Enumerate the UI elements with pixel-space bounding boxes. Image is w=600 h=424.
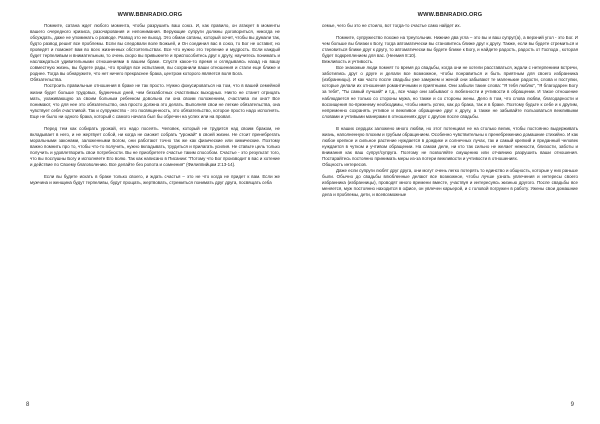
paragraph: Построить правильные отношения в браке не так просто. Нужно фокусироваться на том, что в вашей семейной жизни будет больше трудовых, будничных дней, чем беззаботных счастливых выходных. Никто не станет отрицать мать, ухаживающую за своим больным ребенком довольна ли она своим положением, счастлива ли она? Все понимают, что для нее это обязательство, она просто должна это делать. Выполняя свои не легкие обязательства, она чувствует себя счастливой. Так и супружество - это посвященность, это обязательство, которое просто надо исполнять. Еще не было ни одного брака, который с самого начала был бы обречен на успех или на провал. [30,83,280,119]
section-title-common-interests: Общность интересов. [322,161,368,167]
paragraph: Даже если супруги любят друг друга, они могут очень легко потерять то единство и общность, которые у них раньше были. Обычно до свадьбы влюбленные делают все возможное, чтобы лучше узнать увлечения и интересы своего избранника (избранницы), проводят много времени вместе, участвуя и интересуясь жизнью другого. После свадьбы все меняется, муж постоянно находится в офисе, он увлечен карьерой, и с головой погружен в работу. Ужены свои домашние дела и проблемы, дети, и всевозможные [322,168,578,198]
paragraph: В наших сердцах заложено много любви, но этот потенциал не на столько велик, чтобы постоянно выдерживать жизнь, наполненную плохим и грубым обращением. Особенно чувствительны к пренебрежению домашние стихийно. И как любое крепкое и сильное растение нуждается в дождике и солнечных лучах, так и самый крепкий и преданный человек нуждается в чутком и учтивом обращении. На самом деле, ни кто так сильно не желает нежности, близости, заботы и внимания как ваш супруг/супруга. Поэтому не позволяйте смущению или отчаянию разрушить ваши отношения. Постарайтесь постоянно принимать меры из-за потери вежливости и учтивости в отношениях. [322,125,578,161]
paragraph: семье, чего бы это не стоило, вот тогда-то счастье само найдет их. [322,23,461,28]
paragraph: Если вы будете искать в браке только своего, и ждать счастья – это не что когда не придет к вам. Если же мужчина и женщина будут терпеливы, будут прощать, жертвовать, стремиться понимать друг друга, посвящать себа [30,174,280,186]
section-title-politeness: Вежливость и учтивость. [322,59,374,65]
paragraph: Перед тем как собирать урожай, его надо посеять. Человек, который не трудится над своим браком, не вкладывает в него, и не жертвует собой, ни когда не сможет собрать "урожай" в своей жизни. Не стоит пренебрегать моральными законами, заложенными Богом, они работают точно так же как физические или химические. Поэтому важно помнить про то, чтобы что-то получить, нужно вкладывать, трудиться и прилагать усилия. Не ставьте цель только получить и удовлетворить свои потребности. Вы не приобретете счастье таким способом. Счастье - это результат того, что вы послушны Богу и исполняете Его волю. Так как написано в Писании: "Потому что Бог производит в вас и хотение и действие по Своему благоволению. Все делайте без ропота и сомнения" (Филиппийцам 2:13-14). [30,125,280,168]
paragraph: Помните, супружество похоже на треугольник. Нижние два угла – это вы и ваш супруг(а), а верхний угол - это Бог. И чем больше вы близки к Богу, тогда автоматически вы становитесь ближе друг к другу. Также, если вы будете стремиться и становиться ближе друг к другу, то автоматически вы будете ближе к Богу, и найдете радость, радость от Господа , которая будет подкреплением для вас. (Неемия 8:10). [322,35,578,59]
paragraph: Помните, сатана ждет любого момента, чтобы разрушить ваш союз. И, как правило, он атакует в моменты вашего очередного кризиса, разочарования и непонимания. Верующие супруги должны договориться, никогда не обсуждать, даже не упоминать о разводе. Развод это не выход. Это обман сатаны, который хочет, чтобы вы думали так, будто развод решит все проблемы. Если вы следовали воле Божьей, и Он соединил вас в союз, то Бог не оставит, но проведёт и поможет вам во всех жизненных обстоятельствах. Все что нужно это терпение и мудрость. Если каждый будет терпеливым и внимательным, то очень скоро вы привыкнете и приспособитесь друг к другу, научитесь понимать и наслаждаться удивительными отношениями в вашем браке. Спустя какое-то время и оглядываясь назад на вашу совместную жизнь, вы будете рады, что пройдя все испытания, вы сохранили ваши отношения и стали еще ближе и роднее. Тогда вы обнаружите, что нет ничего прекраснее брака, центром которого является воля Бога. [30,23,280,77]
right-page-text [322,23,578,409]
section-title-commitment: Обязательства. [30,77,63,83]
right-page [300,0,600,424]
page-header: WWW.BBNRADIO.ORG [117,12,183,18]
left-page-text [30,23,280,409]
page-header: WWW.BBNRADIO.ORG [417,12,483,18]
page-number: 8 [26,402,30,408]
paragraph: Все знакомые люди помнят то время до свадьбы, когда они не хотели расставаться, ждали с нетерпением встречи, заботились друг о друге и делали все возможное, чтобы понравиться и быть приятным для своего избранника (избранницы). И как часто после свадьбы уже замужем и женой они забывают те маленькие радости, слова и поступки, которые делали их отношения романтичными и приятными. Они забыли такие слова: "Я тебя люблю", "Я благодарен Богу за тебя", "Ты самый лучший" и т.д., все чаще они забывают о любезности и учтивости в обращении. И такое отношение наблюдается не только со стороны мужа, но также и со стороны жены. Дело в том, что слова любви, благодарности и восхищения по-прежнему необходимы, чтобы иметь успех, как до брака, так и в браке. Поэтому будьте к себе и к другим, непременно сохранять учтивое и вежливое обращение друг к другу, а также не забывайте пользоваться вежливыми словами и учтивыми манерами в отношениях друг с другом после свадьбы. [322,65,578,119]
page-number: 9 [570,402,574,408]
